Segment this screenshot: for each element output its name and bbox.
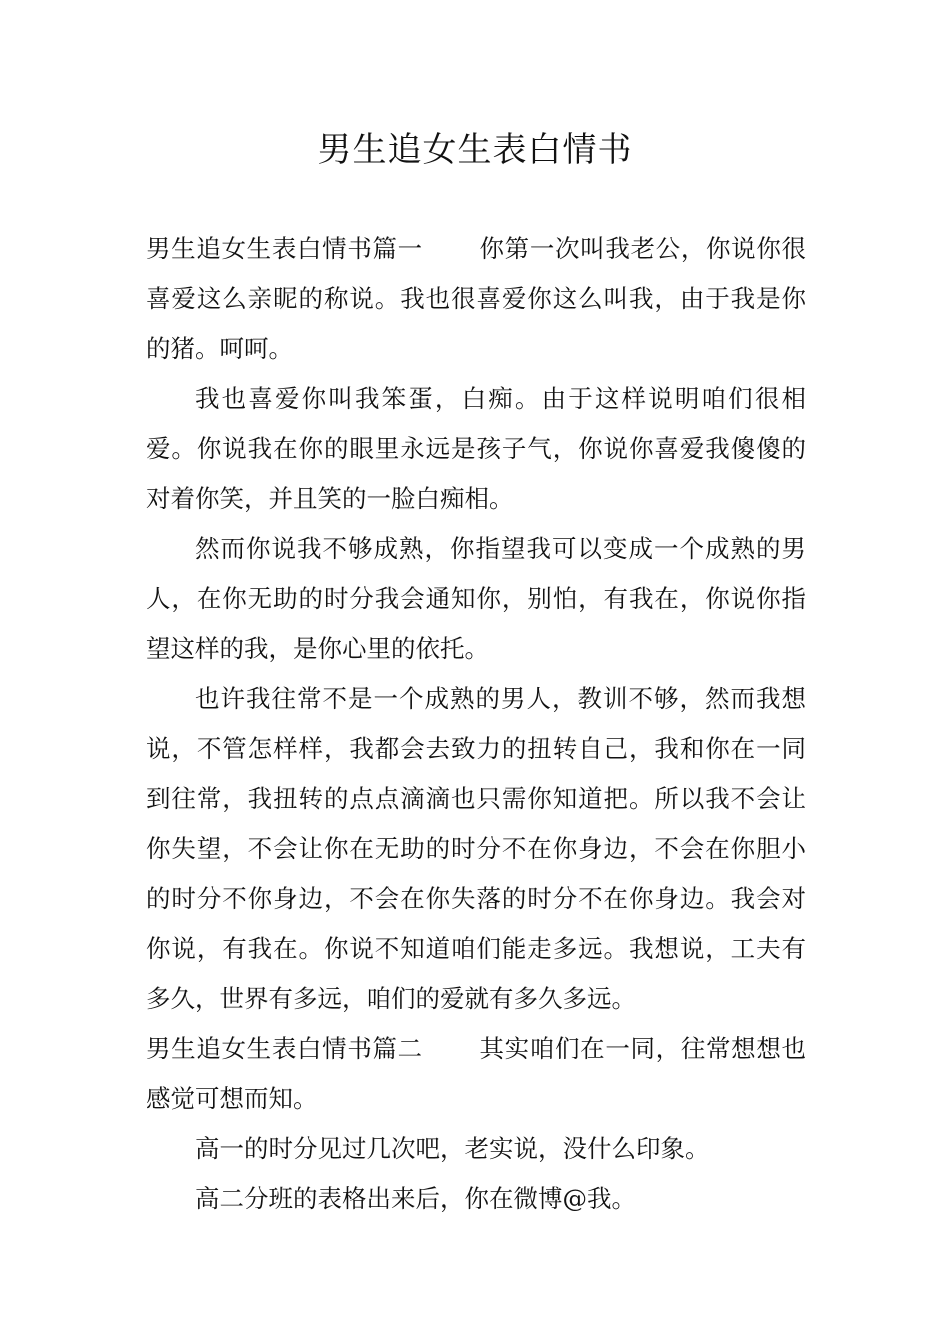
paragraph-1 <box>146 224 806 374</box>
section-heading-1: 男生追女生表白情书篇一 <box>146 234 423 263</box>
paragraph-text: 你第一次叫我老公，你说你很喜爱这么亲昵的称说。我也很喜爱你这么叫我，由于我是你的猪。呵呵。 <box>146 234 807 363</box>
paragraph-4: 也许我往常不是一个成熟的男人，教训不够，然而我想说，不管怎样样，我都会去致力的扭转自己，我和你在一同到往常，我扭转的点点滴滴也只需你知道把。所以我不会让你失望，不会让你在无助的时分不在你身边，不会在你胆小的时分不你身边，不会在你失落的时分不在你身边。我会对你说，有我在。你说不知道咱们能走多远。我想说，工夫有多久，世界有多远，咱们的爱就有多久多远。 <box>146 684 806 1013</box>
paragraph-5 <box>146 1024 806 1124</box>
document-title: 男生追女生表白情书 <box>317 130 633 170</box>
paragraph-text: 其实咱们在一同，往常想想也感觉可想而知。 <box>146 1034 807 1113</box>
paragraph-7: 高二分班的表格出来后，你在微博@我。 <box>195 1184 636 1213</box>
document-body <box>146 224 806 1224</box>
paragraph-2: 我也喜爱你叫我笨蛋，白痴。由于这样说明咱们很相爱。你说我在你的眼里永远是孩子气，你说你喜爱我傻傻的对着你笑，并且笑的一脸白痴相。 <box>146 384 806 513</box>
paragraph-6: 高一的时分见过几次吧，老实说，没什么印象。 <box>195 1134 710 1163</box>
paragraph-3: 然而你说我不够成熟，你指望我可以变成一个成熟的男人，在你无助的时分我会通知你，别怕，有我在，你说你指望这样的我，是你心里的依托。 <box>146 534 806 663</box>
section-heading-2: 男生追女生表白情书篇二 <box>146 1034 423 1063</box>
